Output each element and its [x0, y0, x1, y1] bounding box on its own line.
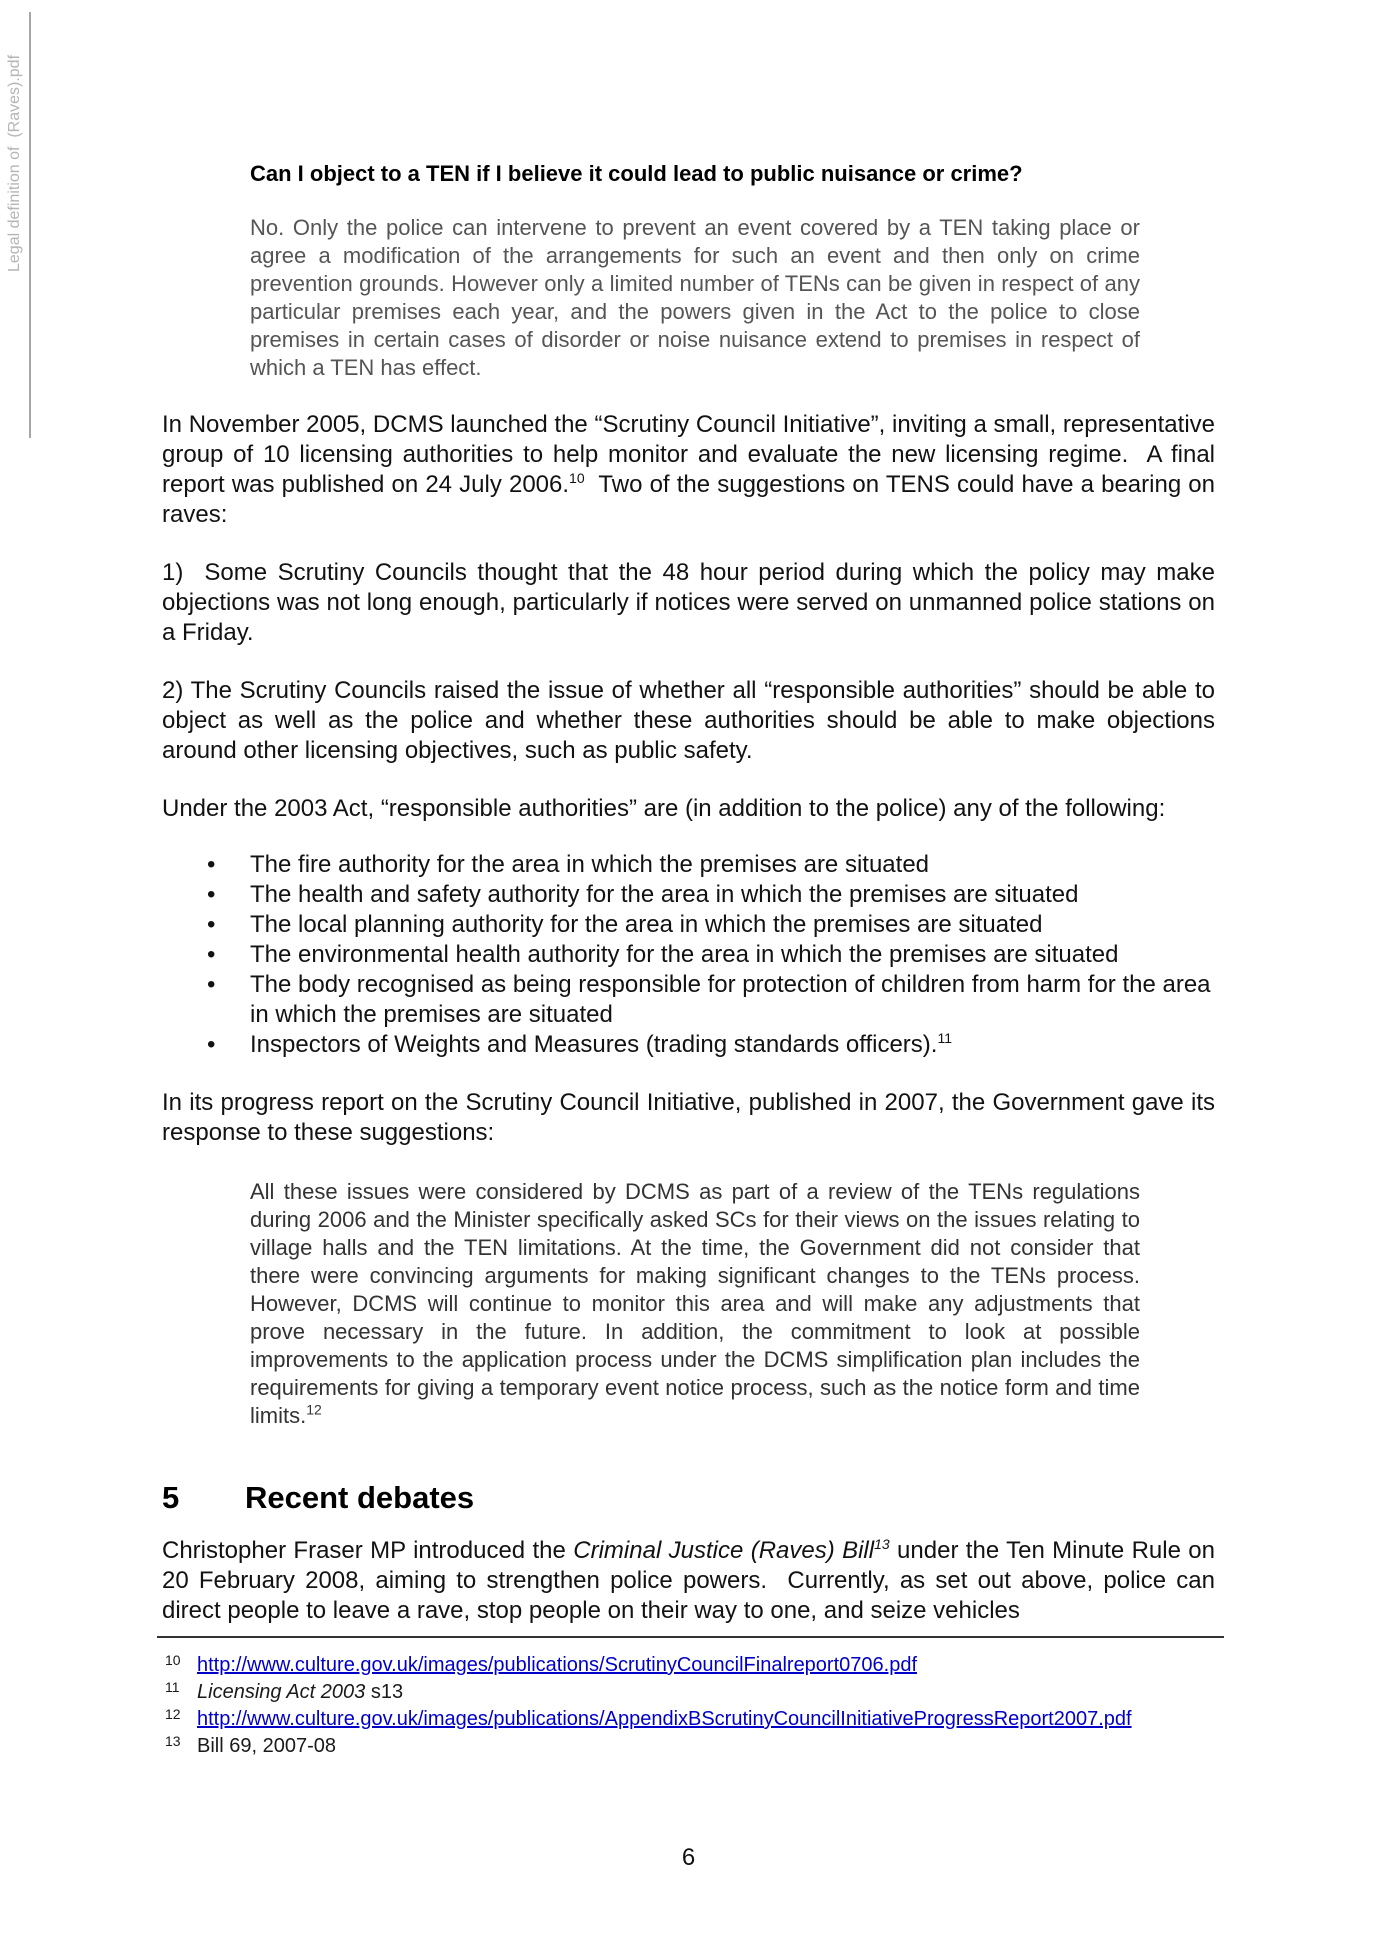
dcms-response-quote	[250, 1178, 1147, 1430]
responsible-authorities-list	[162, 850, 1225, 1060]
footnote-number: 13	[165, 1733, 181, 1749]
viewer-filename-label: Legal definition of (Raves).pdf	[6, 54, 23, 272]
paragraph-text: In November 2005, DCMS launched the “Scrutiny Council Initiative”, inviting a small, representative group of 10 licensing authorities to help monitor and evaluate the new licensing regime. A final report was published on 24 July 2006.	[162, 411, 1222, 498]
list-item	[162, 1030, 1225, 1060]
footnote-11	[162, 1679, 1215, 1706]
bill-title-italic: Criminal Justice (Raves) Bill	[573, 1537, 875, 1564]
quote-text: All these issues were considered by DCMS as part of a review of the TENs regulations during 2006 and the Minister specifically asked SCs for their views on the issues relating to village halls and the TEN limitations. At the time, the Government did not consider that there were convincing arguments for making significant changes to the TENs process. However, DCMS will continue to monitor this area and will make any adjustments that prove necessary in the future. In addition, the commitment to look at possible improvements to the application process under the DCMS simplification plan includes the requirements for giving a temporary event notice process, such as the notice form and time limits.	[250, 1179, 1147, 1428]
section-title: Recent debates	[245, 1480, 475, 1515]
footnote-text: Bill 69, 2007-08	[197, 1735, 336, 1757]
list-item	[162, 910, 1225, 940]
footnote-link[interactable]: http://www.culture.gov.uk/images/publications/AppendixBScrutinyCouncilInitiativeProgressReport2007.pdf	[197, 1708, 1132, 1730]
viewer-divider	[29, 12, 31, 438]
list-item	[162, 970, 1225, 1030]
paragraph-fraser-bill	[162, 1536, 1222, 1626]
page-number: 6	[681, 1844, 696, 1871]
qa-answer-quote: No. Only the police can intervene to prevent an event covered by a TEN taking place or agree a modification of the arrangements for such an event and then only on crime prevention grounds. However only a limited number of TENs can be given in respect of any particular premises each year, and the powers given in the Act to the police to close premises in certain cases of disorder or noise nuisance extend to premises in respect of which a TEN has effect.	[250, 215, 1147, 380]
list-item	[162, 850, 1225, 880]
footnote-text: s13	[365, 1681, 404, 1703]
list-item-text: The local planning authority for the area in which the premises are situated	[250, 911, 1043, 938]
paragraph-point-2: 2) The Scrutiny Councils raised the issue of whether all “responsible authorities” should be able to object as well as the police and whether these authorities should be able to make objections around other licensing objectives, such as public safety.	[162, 677, 1222, 764]
list-item-text: The fire authority for the area in which the premises are situated	[250, 851, 930, 878]
footnote-link[interactable]: http://www.culture.gov.uk/images/publications/ScrutinyCouncilFinalreport0706.pdf	[197, 1654, 917, 1676]
paragraph-point-1: 1) Some Scrutiny Councils thought that the 48 hour period during which the policy may make objections was not long enough, particularly if notices were served on unmanned police stations on a Friday.	[162, 559, 1222, 646]
footnote-10	[162, 1652, 1215, 1679]
footnote-12	[162, 1706, 1215, 1733]
paragraph-text: Two of the suggestions on TENS could have a bearing on raves:	[162, 471, 1222, 528]
footnote-number: 11	[165, 1679, 180, 1695]
footnote-ref-12: 12	[306, 1401, 322, 1418]
list-item-text: The environmental health authority for the area in which the premises are situated	[250, 941, 1119, 968]
paragraph-text: Christopher Fraser MP introduced the	[162, 1537, 574, 1564]
footnotes	[162, 1652, 1215, 1760]
list-item-text: Inspectors of Weights and Measures (trading standards officers).	[250, 1031, 938, 1058]
paragraph-november-2005	[162, 410, 1222, 530]
footnote-italic-text: Licensing Act 2003	[197, 1681, 366, 1703]
footnote-number: 10	[165, 1652, 181, 1668]
qa-heading: Can I object to a TEN if I believe it could lead to public nuisance or crime?	[250, 161, 1023, 186]
footnote-ref-13: 13	[874, 1536, 890, 1552]
list-item	[162, 940, 1225, 970]
document-content	[162, 0, 1222, 1760]
section-heading-recent-debates	[162, 1478, 1215, 1518]
paragraph-under-2003-act: Under the 2003 Act, “responsible authorities” are (in addition to the police) any of the following:	[162, 795, 1166, 822]
paragraph-text: under the Ten Minute Rule on 20 February 2008, aiming to strengthen police powers. Currently, as set out above, police can direct people to leave a rave, stop people on their way to one, and seize vehicles	[162, 1537, 1222, 1624]
footnote-ref-11: 11	[937, 1030, 952, 1046]
paragraph-progress-report: In its progress report on the Scrutiny Council Initiative, published in 2007, the Government gave its response to these suggestions:	[162, 1089, 1222, 1146]
section-number: 5	[162, 1480, 180, 1515]
list-item-text: The health and safety authority for the area in which the premises are situated	[250, 881, 1079, 908]
footnote-ref-10: 10	[569, 470, 585, 486]
footnote-number: 12	[165, 1706, 181, 1722]
list-item	[162, 880, 1225, 910]
footnote-separator	[157, 1636, 1224, 1638]
footnote-13	[162, 1733, 1215, 1760]
list-item-text: The body recognised as being responsible for protection of children from harm for the area in which the premises are situated	[250, 971, 1211, 1028]
